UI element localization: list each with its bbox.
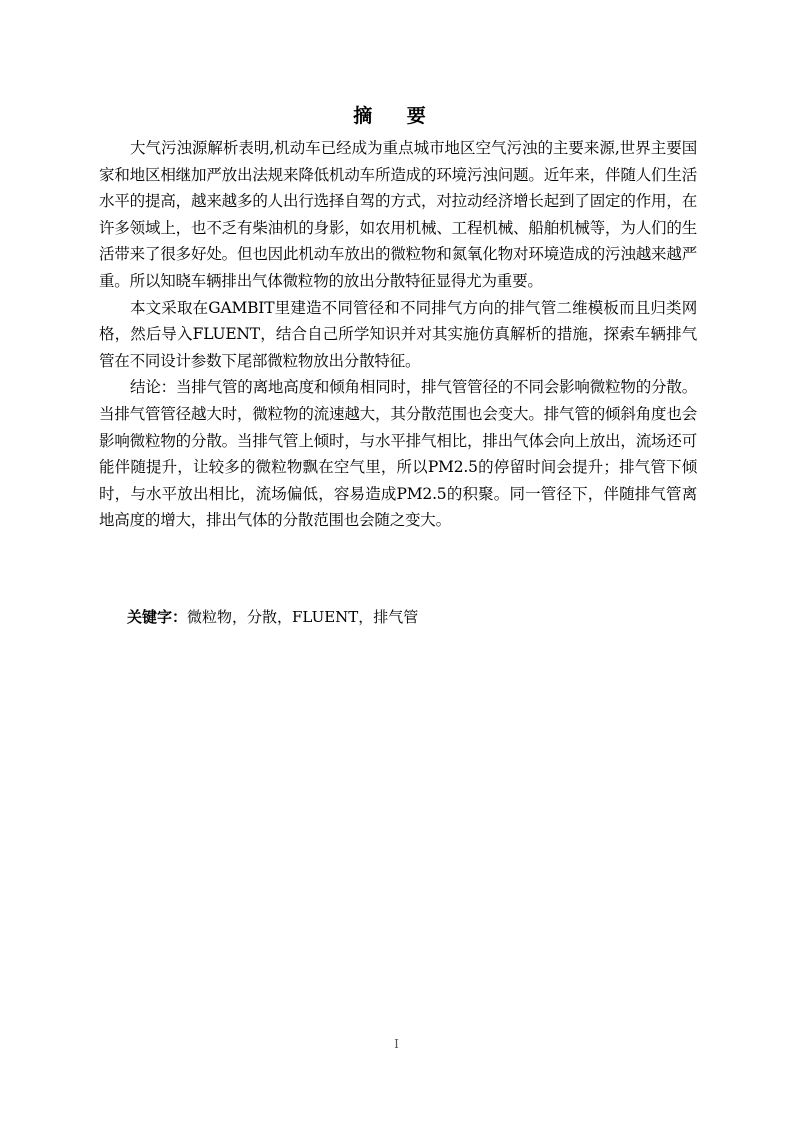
keywords-label: 关键字： bbox=[127, 608, 188, 626]
abstract-paragraph-conclusion: 结论：当排气管的离地高度和倾角相同时，排气管管径的不同会影响微粒物的分散。当排气管管径越大时，微粒物的流速越大，其分散范围也会变大。排气管的倾斜角度也会影响微粒物的分散。当排气管上倾时，与水平排气相比，排出气体会向上放出，流场还可能伴随提升，让较多的微粒物飘在空气里，所以PM2.5的停留时间会提升；排气管下倾时，与水平放出相比，流场偏低，容易造成PM2.5的积聚。同一管径下，伴随排气管离地高度的增大，排出气体的分散范围也会随之变大。 bbox=[99, 378, 697, 530]
page-number: I bbox=[394, 1037, 399, 1051]
abstract-body bbox=[99, 135, 697, 534]
abstract-title: 摘 要 bbox=[353, 105, 440, 127]
abstract-paragraph-background: 大气污浊源解析表明,机动车已经成为重点城市地区空气污浊的主要来源,世界主要国家和地区相继加严放出法规来降低机动车所造成的环境污浊问题。近年来，伴随人们生活水平的提高，越来越多的人出行选择自驾的方式，对拉动经济增长起到了固定的作用，在许多领域上，也不乏有柴油机的身影，如农用机械、工程机械、船舶机械等，为人们的生活带来了很多好处。但也因此机动车放出的微粒物和氮氧化物对环境造成的污浊越来越严重。所以知晓车辆排出气体微粒物的放出分散特征显得尤为重要。 bbox=[99, 139, 697, 290]
abstract-paragraph-method: 本文采取在GAMBIT里建造不同管径和不同排气方向的排气管二维模板而且归类网格，然后导入FLUENT，结合自己所学知识并对其实施仿真解析的措施，探索车辆排气管在不同设计参数下尾部微粒物放出分散特征。 bbox=[99, 298, 697, 370]
keywords-value: 微粒物，分散，FLUENT，排气管 bbox=[187, 608, 419, 626]
keywords-line bbox=[127, 605, 687, 629]
